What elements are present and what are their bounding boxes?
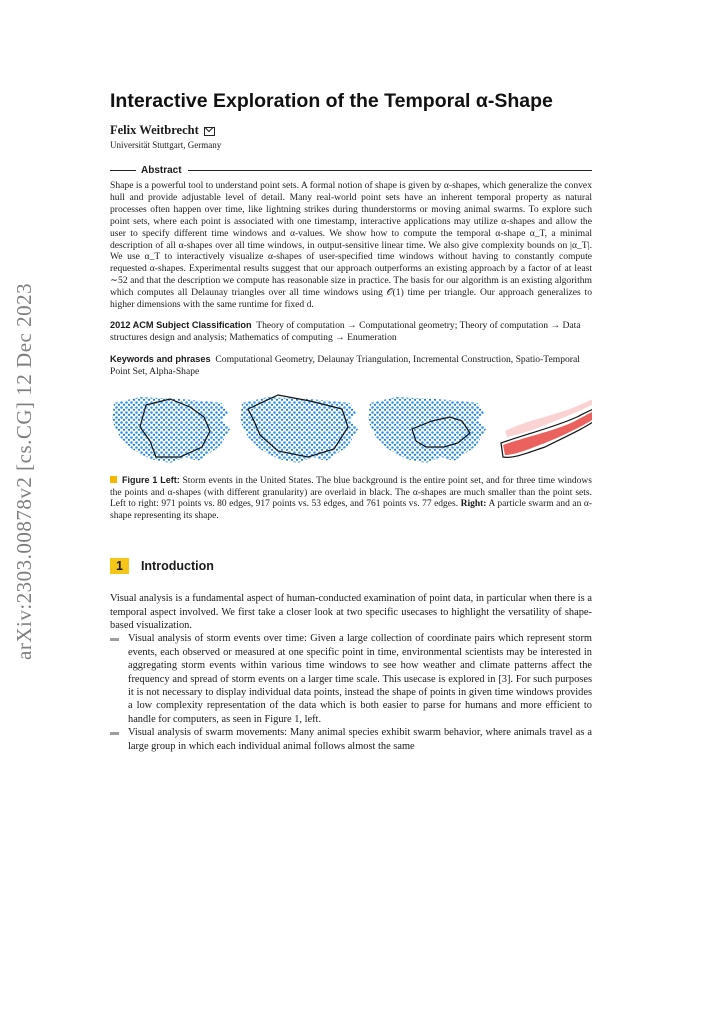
- particle-swarm: [501, 397, 592, 457]
- keywords-label: Keywords and phrases: [110, 353, 211, 364]
- author-affiliation: Universität Stuttgart, Germany: [110, 140, 222, 150]
- storm-map-2: [240, 395, 358, 463]
- figure-1: [110, 391, 592, 469]
- acm-classification: [110, 320, 592, 344]
- abstract-dash: [110, 170, 136, 171]
- abstract-heading: [110, 165, 592, 176]
- author-name: Felix Weitbrecht: [110, 123, 199, 137]
- figure-1-panels: [110, 391, 592, 469]
- figure-1-caption: [110, 475, 592, 524]
- storm-map-1: [112, 397, 230, 463]
- bullet-storm-events: Visual analysis of storm events over time: Given a large collection of coordinate pairs which represent storm events, each observed or measured at one specific point in time, environmental scientists may be interested in aggregating storm events within various time windows to see how weather and climate patterns affect the frequency and spread of storm events on a larger time scale. This usecase is explored in [3]. For such purposes it is not necessary to display individual data points, instead the shape of points in given time windows provides a low complexity representation of the data which is both easier to parse for humans and more efficient to handle for computers, as seen in Figure 1, left.: [110, 632, 592, 726]
- section-heading: [110, 558, 592, 574]
- caption-marker: [110, 476, 117, 483]
- keywords-text: Computational Geometry, Delaunay Triangulation, Incremental Construction, Spatio-Temporal Point Set, Alpha-Shape: [110, 353, 580, 377]
- keywords: [110, 354, 592, 378]
- abstract-text: Shape is a powerful tool to understand point sets. A formal notion of shape is given by α-shapes, which generalize the convex hull and provide adjustable level of detail. Many real-world point sets have an inherent temporal property as natural processes often happen over time, like lightning strikes during thunderstorms or moving animal swarms. To explore such point sets, where each point is associated with one timestamp, interactive applications may utilize α-shapes and allow the user to specify different time windows and α-values. We show how to compute the temporal α-shape α_T, a minimal description of all α-shapes over all time windows, in output-sensitive linear time. We also give complexity bounds on |α_T|. We use α_T to interactively visualize α-shapes of user-specified time windows without having to constantly compute requested α-shapes. Experimental results suggest that our approach outperforms an existing approach by a factor of at least ∼52 and that the description we compute has reasonable size in practice. The basis for our algorithm is an existing algorithm which computes all Delaunay triangles over all time windows using 𝒪(1) time per triangle. Our approach generalizes to higher dimensions with the same runtime for fixed d.: [110, 180, 592, 311]
- paper-title: Interactive Exploration of the Temporal α-Shape: [110, 90, 553, 112]
- storm-map-3: [368, 397, 486, 463]
- author-line: [110, 123, 592, 138]
- section-number: 1: [110, 558, 129, 574]
- acm-text: Theory of computation → Computational geometry; Theory of computation → Data structures design and analysis; Mathematics of computing → Enumeration: [110, 319, 581, 343]
- abstract-rule: [188, 170, 592, 171]
- section-body: [110, 592, 592, 753]
- acm-label: 2012 ACM Subject Classification: [110, 319, 252, 330]
- intro-paragraph: Visual analysis is a fundamental aspect of human-conducted examination of point data, in particular when there is a temporal aspect involved. We first take a closer look at two specific usecases to highlight the versatility of shape-based visualization.: [110, 593, 592, 632]
- paper-page: [110, 88, 592, 753]
- bullet-swarm-movements: Visual analysis of swarm movements: Many animal species exhibit swarm behavior, where animals travel as a large group in which each individual animal follows almost the same: [110, 726, 592, 753]
- abstract-heading-label: Abstract: [141, 165, 182, 176]
- caption-label: Figure 1 Left:: [122, 474, 180, 485]
- caption-right-label: Right:: [460, 499, 487, 510]
- caption-right-text: A particle swarm and an α-shape representing its shape.: [110, 499, 593, 522]
- email-icon[interactable]: [204, 127, 215, 136]
- caption-text: Storm events in the United States. The blue background is the entire point set, and for three time windows the points and α-shapes (with different granularity) are overlaid in black. The α-shapes are much smaller than the point sets. Left to right: 971 points vs. 80 edges, 917 points vs. 53 edges, and 761 points vs. 77 edges.: [110, 475, 592, 510]
- section-title: Introduction: [140, 559, 214, 574]
- arxiv-identifier: arXiv:2303.00878v2 [cs.CG] 12 Dec 2023: [12, 282, 36, 660]
